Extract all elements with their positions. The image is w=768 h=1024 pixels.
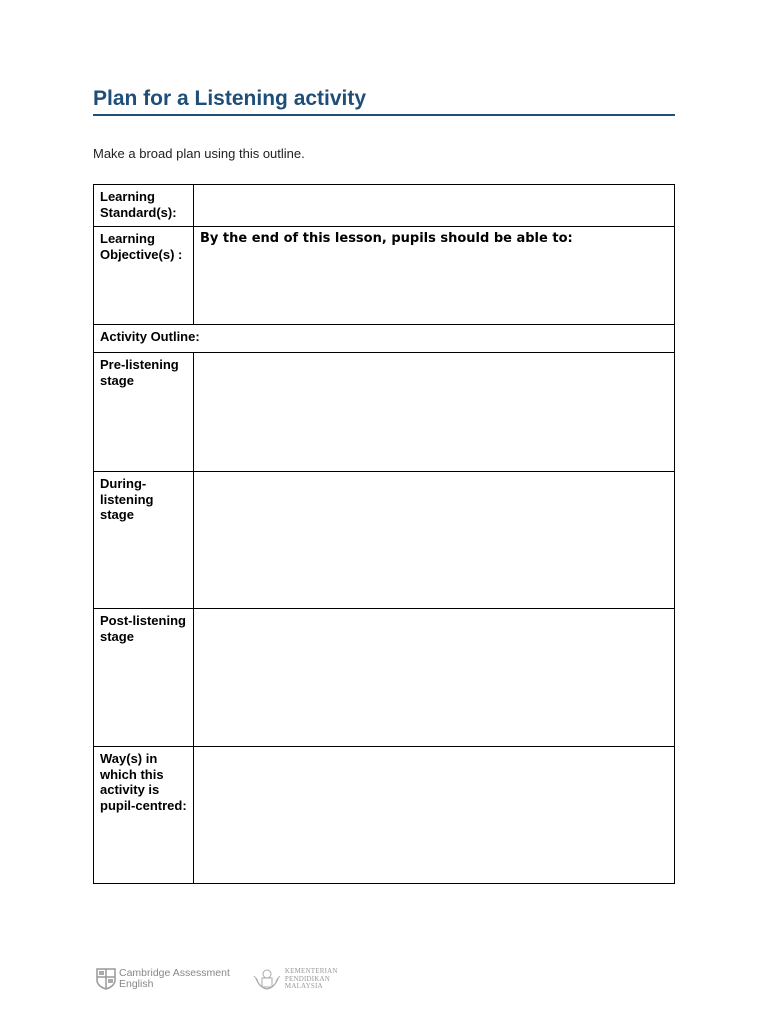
table-row bbox=[94, 185, 675, 227]
table-row bbox=[94, 747, 675, 884]
kpm-logo bbox=[252, 968, 338, 991]
pupil-centred-field[interactable] bbox=[194, 747, 675, 884]
plan-table bbox=[93, 184, 675, 884]
learning-standards-label: Learning Standard(s): bbox=[94, 185, 194, 227]
table-row bbox=[94, 227, 675, 325]
learning-objectives-field[interactable]: By the end of this lesson, pupils should be able to: bbox=[194, 227, 675, 325]
table-row bbox=[94, 609, 675, 747]
malaysia-crest-icon bbox=[252, 968, 282, 990]
learning-objectives-label: Learning Objective(s) : bbox=[94, 227, 194, 325]
learning-standards-field[interactable] bbox=[194, 185, 675, 227]
cambridge-logo-text: Cambridge Assessment English bbox=[119, 967, 230, 991]
pre-listening-label: Pre-listening stage bbox=[94, 353, 194, 472]
post-listening-label: Post-listening stage bbox=[94, 609, 194, 747]
footer-logos bbox=[96, 968, 338, 991]
activity-outline-label: Activity Outline: bbox=[94, 325, 675, 353]
page-title: Plan for a Listening activity bbox=[93, 87, 675, 116]
post-listening-field[interactable] bbox=[194, 609, 675, 747]
pupil-centred-label: Way(s) in which this activity is pupil-centred: bbox=[94, 747, 194, 884]
during-listening-field[interactable] bbox=[194, 472, 675, 609]
pre-listening-field[interactable] bbox=[194, 353, 675, 472]
during-listening-label: During-listening stage bbox=[94, 472, 194, 609]
table-row bbox=[94, 472, 675, 609]
table-row bbox=[94, 325, 675, 353]
intro-text: Make a broad plan using this outline. bbox=[93, 146, 305, 161]
cambridge-shield-icon bbox=[96, 968, 116, 990]
table-row bbox=[94, 353, 675, 472]
kpm-logo-text: KEMENTERIAN PENDIDIKAN MALAYSIA bbox=[284, 967, 338, 990]
